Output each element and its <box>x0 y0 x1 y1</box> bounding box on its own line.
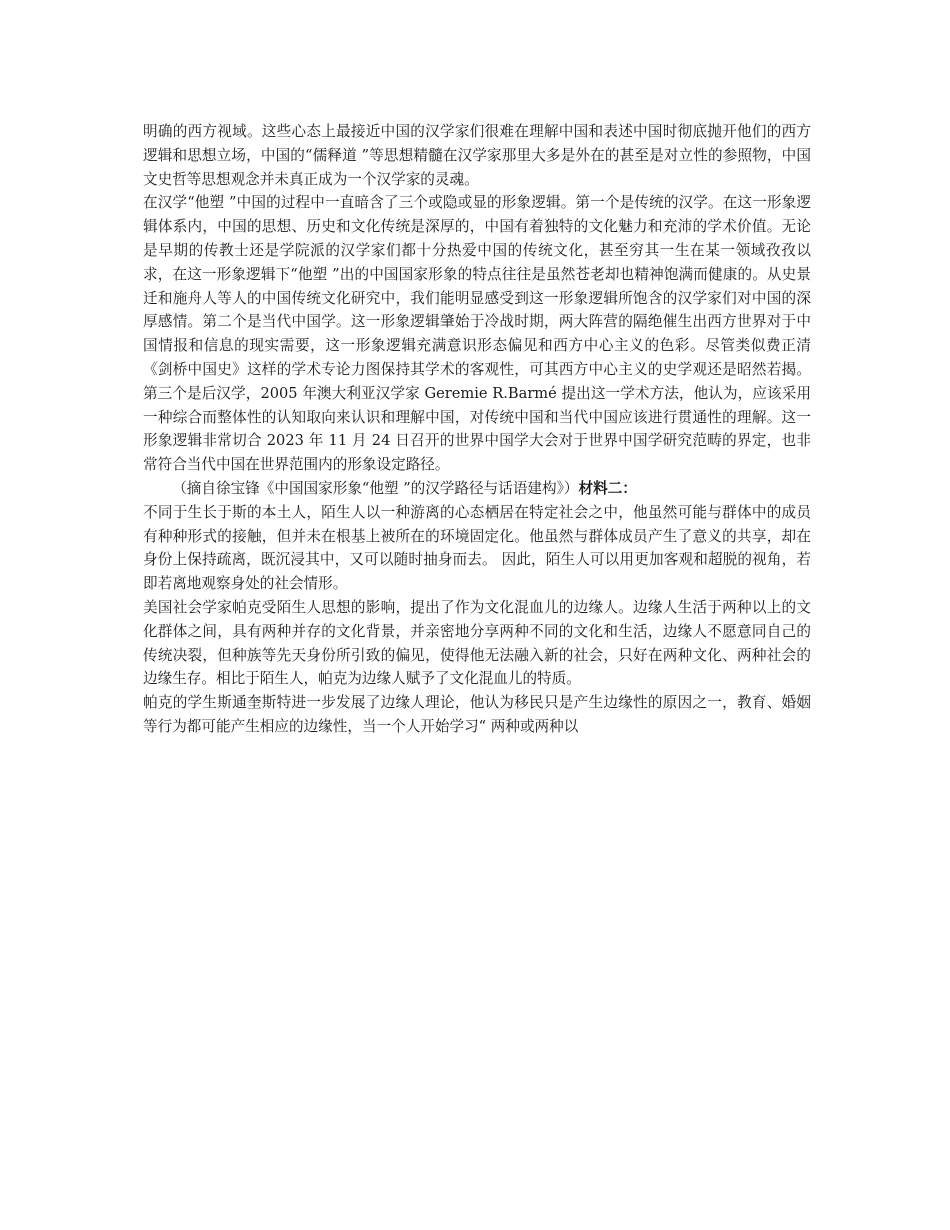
paragraph-marginal-man: 美国社会学家帕克受陌生人思想的影响，提出了作为文化混血儿的边缘人。边缘人生活于两种以上的文化群体之间，具有两种并存的文化背景，并亲密地分享两种不同的文化和生活，边缘人不愿意同自己的传统决裂，但种族等先天身份所引致的偏见，使得他无法融入新的社会，只好在两种文化、两种社会的边缘生存。相比于陌生人，帕克为边缘人赋予了文化混血儿的特质。 <box>143 598 811 688</box>
material-two-label: 材料二： <box>578 479 637 497</box>
source-citation: （摘自徐宝锋《中国国家形象“他塑 ”的汉学路径与话语建构》） <box>172 479 579 497</box>
document-page <box>143 120 811 739</box>
paragraph-western-perspective: 明确的西方视域。这些心态上最接近中国的汉学家们很难在理解中国和表述中国时彻底抛开他们的西方逻辑和思想立场，中国的“儒释道 ”等思想精髓在汉学家那里大多是外在的甚至是对立性的参照物，中国文史哲等思想观念并未真正成为一个汉学家的灵魂。 <box>143 123 811 188</box>
paragraph-stonequist: 帕克的学生斯通奎斯特进一步发展了边缘人理论，他认为移民只是产生边缘性的原因之一，教育、婚姻等行为都可能产生相应的边缘性，当一个人开始学习“ 两种或两种以 <box>143 694 811 735</box>
paragraph-stranger: 不同于生长于斯的本土人，陌生人以一种游离的心态栖居在特定社会之中，他虽然可能与群体中的成员有种种形式的接触，但并未在根基上被所在的环境固定化。他虽然与群体成员产生了意义的共享，却在身份上保持疏离，既沉浸其中，又可以随时抽身而去。 因此，陌生人可以用更加客观和超脱的视角，若即若离地观察身处的社会情形。 <box>143 503 811 593</box>
source-citation-line <box>143 477 811 501</box>
paragraph-image-logics: 在汉学“他塑 ”中国的过程中一直暗含了三个或隐或显的形象逻辑。第一个是传统的汉学。在这一形象逻辑体系内，中国的思想、历史和文化传统是深厚的，中国有着独特的文化魅力和充沛的学术价值。无论是早期的传教士还是学院派的汉学家们都十分热爱中国的传统文化，甚至穷其一生在某一领域孜孜以求，在这一形象逻辑下“他塑 ”出的中国国家形象的特点往往是虽然苍老却也精神饱满而健康的。从史景迁和施舟人等人的中国传统文化研究中，我们能明显感受到这一形象逻辑所饱含的汉学家们对中国的深厚感情。第二个是当代中国学。这一形象逻辑肇始于冷战时期，两大阵营的隔绝催生出西方世界对于中国情报和信息的现实需要，这一形象逻辑充满意识形态偏见和西方中心主义的色彩。尽管类似费正清《剑桥中国史》这样的学术专论力图保持其学术的客观性，可其西方中心主义的史学观还是昭然若揭。第三个是后汉学，2005 年澳大利亚汉学家 Geremie R.Barmé 提出这一学术方法，他认为，应该采用一种综合而整体性的认知取向来认识和理解中国，对传统中国和当代中国应该进行贯通性的理解。这一形象逻辑非常切合 2023 年 11 月 24 日召开的世界中国学大会对于世界中国学研究范畴的界定，也非常符合当代中国在世界范围内的形象设定路径。 <box>143 194 811 474</box>
